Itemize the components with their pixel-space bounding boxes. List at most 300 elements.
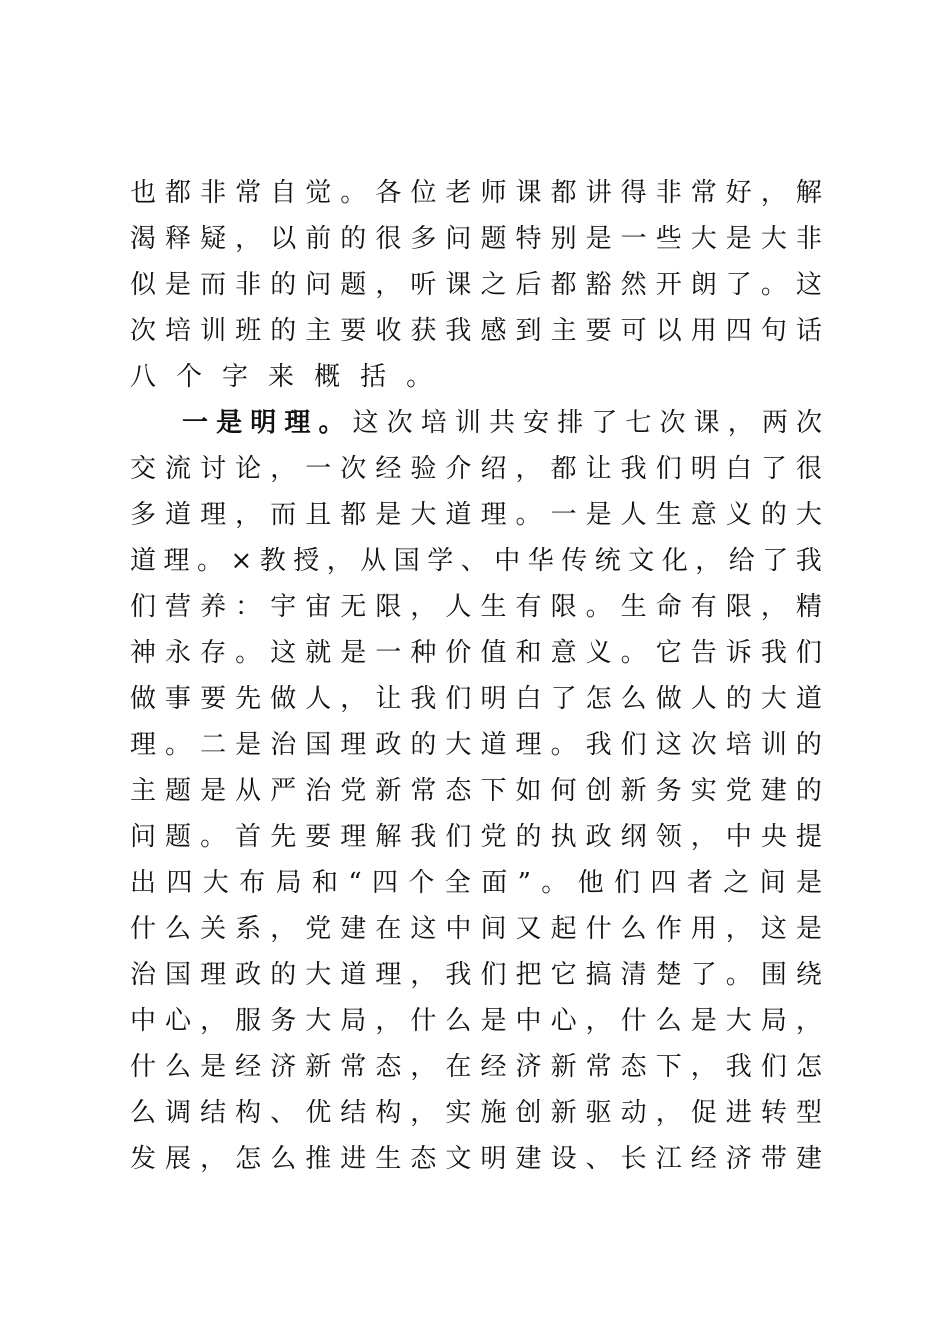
text-char: 题 <box>340 270 367 300</box>
text-char: 白 <box>515 684 542 714</box>
text-char: 。 <box>541 868 568 898</box>
text-char: 传 <box>561 546 588 576</box>
text-char: 们 <box>130 592 157 622</box>
text-char: 宇 <box>270 592 297 622</box>
text-char: 老 <box>445 178 472 208</box>
text-char: 常 <box>235 178 262 208</box>
text-char: 全 <box>444 868 471 898</box>
text-char: 常 <box>410 776 437 806</box>
text-char: 中 <box>515 1006 542 1036</box>
text-char: 大 <box>690 224 717 254</box>
text-char: 字 <box>222 362 249 392</box>
text-char: 党 <box>340 776 367 806</box>
text-char: 的 <box>725 684 752 714</box>
text-char: ， <box>655 1098 682 1128</box>
text-char: 课 <box>693 408 720 438</box>
text-char: ” <box>517 868 531 898</box>
text-char: 七 <box>625 408 652 438</box>
text-char: 以 <box>655 316 682 346</box>
text-char: 神 <box>130 638 157 668</box>
text-char: 治 <box>130 960 157 990</box>
text-char: 豁 <box>585 270 612 300</box>
text-char: 一 <box>375 638 402 668</box>
text-char: 创 <box>585 776 612 806</box>
text-char: 都 <box>550 270 577 300</box>
text-char: 价 <box>445 638 472 668</box>
text-char: 意 <box>550 638 577 668</box>
text-char: ， <box>760 592 787 622</box>
text-char: 训 <box>760 730 787 760</box>
text-char: 它 <box>655 638 682 668</box>
text-char: 们 <box>795 638 822 668</box>
text-char: 政 <box>235 960 262 990</box>
text-char: ， <box>235 500 262 530</box>
text-char: 常 <box>340 1052 367 1082</box>
text-char: 济 <box>270 1052 297 1082</box>
text-char: 四 <box>372 868 399 898</box>
text-char: 中 <box>130 1006 157 1036</box>
text-char: 经 <box>480 1052 507 1082</box>
text-char: 安 <box>523 408 550 438</box>
text-char: 都 <box>165 178 192 208</box>
text-char: 驱 <box>585 1098 612 1128</box>
text-char: 我 <box>585 730 612 760</box>
text-char: 大 <box>795 500 822 530</box>
text-char: 课 <box>515 178 542 208</box>
text-char: 理 <box>480 500 507 530</box>
text-char: 意 <box>690 500 717 530</box>
text-char: ， <box>375 1006 402 1036</box>
text-char: 首 <box>235 822 262 852</box>
text-char: 中 <box>445 914 472 944</box>
text-char: 诉 <box>725 638 752 668</box>
text-char: 结 <box>200 1098 227 1128</box>
text-char: 面 <box>481 868 508 898</box>
text-char: ， <box>200 1144 227 1174</box>
text-char: 绕 <box>795 960 822 990</box>
text-char: 四 <box>166 868 193 898</box>
text-char: 理 <box>163 546 190 576</box>
text-char: 们 <box>445 684 472 714</box>
text-char: 授 <box>293 546 320 576</box>
text-char: 统 <box>594 546 621 576</box>
text-char: 了 <box>591 408 618 438</box>
text-char: 型 <box>795 1098 822 1128</box>
text-char: 理 <box>284 408 311 438</box>
text-char: 。 <box>165 730 192 760</box>
text-char: 非 <box>200 178 227 208</box>
text-char: 新 <box>305 1052 332 1082</box>
text-char: 了 <box>550 684 577 714</box>
text-char: 道 <box>795 684 822 714</box>
text-char: 我 <box>410 684 437 714</box>
text-char: 在 <box>445 1052 472 1082</box>
text-char: 道 <box>340 960 367 990</box>
text-char: 什 <box>130 1052 157 1082</box>
text-char: 、 <box>585 1144 612 1174</box>
text-char: 这 <box>270 638 297 668</box>
text-char: 出 <box>130 868 157 898</box>
text-char: 前 <box>305 224 332 254</box>
text-char: 。 <box>760 270 787 300</box>
text-char: 实 <box>445 1098 472 1128</box>
text-char: 解 <box>795 178 822 208</box>
text-char: 然 <box>620 270 647 300</box>
text-char: 。 <box>340 178 367 208</box>
text-char: 班 <box>235 316 262 346</box>
text-char: 是 <box>585 224 612 254</box>
text-char: 大 <box>445 730 472 760</box>
text-char: 四 <box>650 868 677 898</box>
text-char: 么 <box>270 1144 297 1174</box>
text-char: 的 <box>270 270 297 300</box>
text-char: 建 <box>795 1144 822 1174</box>
text-char: 什 <box>130 914 157 944</box>
text-char: 非 <box>655 178 682 208</box>
text-char: 个 <box>176 362 203 392</box>
text-char: 次 <box>795 408 822 438</box>
text-char: 道 <box>130 546 157 576</box>
text-char: 么 <box>165 914 192 944</box>
text-char: 心 <box>550 1006 577 1036</box>
text-char: 之 <box>723 868 750 898</box>
text-char: 讲 <box>585 178 612 208</box>
text-char: 。 <box>585 592 612 622</box>
text-char: 进 <box>340 1144 367 1174</box>
text-char: 师 <box>480 178 507 208</box>
text-char: 大 <box>760 224 787 254</box>
text-char: 优 <box>305 1098 332 1128</box>
text-char: 大 <box>410 500 437 530</box>
text-char: 交 <box>130 454 157 484</box>
text-line <box>130 814 822 860</box>
text-char: 义 <box>725 500 752 530</box>
text-char: 做 <box>655 684 682 714</box>
text-char: 是 <box>795 914 822 944</box>
text-char: 告 <box>690 638 717 668</box>
text-char: 么 <box>445 1006 472 1036</box>
text-char: 我 <box>795 546 822 576</box>
text-char: 服 <box>235 1006 262 1036</box>
text-char: 限 <box>375 592 402 622</box>
text-char: 培 <box>420 408 447 438</box>
text-char: 别 <box>550 224 577 254</box>
text-char: 二 <box>200 730 227 760</box>
text-char: 关 <box>200 914 227 944</box>
text-char: ， <box>410 592 437 622</box>
text-char: 做 <box>130 684 157 714</box>
text-char: 是 <box>690 1006 717 1036</box>
text-line <box>130 860 822 906</box>
text-char: 非 <box>235 270 262 300</box>
text-char: 到 <box>515 316 542 346</box>
text-char: 问 <box>305 270 332 300</box>
text-char: 教 <box>259 546 286 576</box>
text-char: 我 <box>445 960 472 990</box>
text-char: 理 <box>375 960 402 990</box>
text-char: 八 <box>130 362 157 392</box>
text-char: 次 <box>659 408 686 438</box>
text-char: 搞 <box>585 960 612 990</box>
text-char: 何 <box>550 776 577 806</box>
text-char: 的 <box>410 730 437 760</box>
text-line <box>130 768 822 814</box>
text-char: 这 <box>795 270 822 300</box>
text-char: 以 <box>270 224 297 254</box>
text-char: ， <box>270 914 297 944</box>
text-char: 大 <box>760 684 787 714</box>
text-char: 理 <box>340 822 367 852</box>
text-char: 绍 <box>480 454 507 484</box>
text-char: 做 <box>270 684 297 714</box>
paragraph-1 <box>130 170 822 400</box>
text-char: 论 <box>235 454 262 484</box>
text-char: 先 <box>270 822 297 852</box>
text-char: 是 <box>375 500 402 530</box>
text-char: 我 <box>620 454 647 484</box>
text-char: 国 <box>165 960 192 990</box>
text-char: 清 <box>620 960 647 990</box>
text-char: 共 <box>488 408 515 438</box>
text-char: 是 <box>480 1006 507 1036</box>
text-char: 是 <box>200 1052 227 1082</box>
text-char: ， <box>270 454 297 484</box>
text-char: 我 <box>445 316 472 346</box>
text-char: 。 <box>200 822 227 852</box>
text-line <box>130 998 822 1044</box>
text-char: 。 <box>620 638 647 668</box>
text-char: 都 <box>550 454 577 484</box>
text-char: 执 <box>550 822 577 852</box>
text-char: 一 <box>182 408 209 438</box>
text-char: 明 <box>480 684 507 714</box>
text-char: 么 <box>130 1098 157 1128</box>
text-char: 生 <box>480 592 507 622</box>
text-char: 构 <box>375 1098 402 1128</box>
text-char: 建 <box>760 776 787 806</box>
text-char: 讨 <box>200 454 227 484</box>
text-char: 新 <box>375 776 402 806</box>
text-char: 培 <box>165 316 192 346</box>
text-char: 创 <box>515 1098 542 1128</box>
text-char: ， <box>340 684 367 714</box>
text-char: ： <box>235 592 262 622</box>
text-char: 题 <box>165 822 192 852</box>
text-char: 释 <box>165 224 192 254</box>
text-char: 常 <box>690 178 717 208</box>
text-char: 常 <box>585 1052 612 1082</box>
text-char: 要 <box>305 822 332 852</box>
text-char: 要 <box>585 316 612 346</box>
text-char: 实 <box>690 776 717 806</box>
text-line <box>130 630 822 676</box>
text-char: 施 <box>480 1098 507 1128</box>
text-char: 了 <box>725 270 752 300</box>
text-char: 来 <box>268 362 295 392</box>
text-char: 的 <box>270 960 297 990</box>
text-char: 文 <box>628 546 655 576</box>
text-char: 很 <box>795 454 822 484</box>
text-char: ， <box>760 178 787 208</box>
text-char: 这 <box>352 408 379 438</box>
text-char: “ <box>348 868 362 898</box>
text-char: 两 <box>761 408 788 438</box>
text-char: 多 <box>130 500 157 530</box>
text-char: 训 <box>454 408 481 438</box>
text-char: 次 <box>386 408 413 438</box>
text-char: 经 <box>235 1052 262 1082</box>
text-char: 文 <box>445 1144 472 1174</box>
text-char: 治 <box>270 730 297 760</box>
text-char: 间 <box>480 914 507 944</box>
text-char: 人 <box>620 500 647 530</box>
text-char: 江 <box>655 1144 682 1174</box>
text-char: 无 <box>340 592 367 622</box>
text-char: 和 <box>515 638 542 668</box>
text-char: 从 <box>235 776 262 806</box>
text-line <box>130 906 822 952</box>
text-char: 位 <box>410 178 437 208</box>
text-char: 什 <box>585 914 612 944</box>
text-char: 一 <box>305 454 332 484</box>
text-char: 党 <box>725 776 752 806</box>
text-line <box>130 722 822 768</box>
text-char: 人 <box>690 684 717 714</box>
text-char: 验 <box>410 454 437 484</box>
text-char: 下 <box>480 776 507 806</box>
text-char: 把 <box>515 960 542 990</box>
text-char: 让 <box>585 454 612 484</box>
text-char: 展 <box>165 1144 192 1174</box>
text-char: 而 <box>200 270 227 300</box>
text-char: 建 <box>340 914 367 944</box>
text-char: 精 <box>795 592 822 622</box>
text-char: 很 <box>375 224 402 254</box>
text-char: ， <box>695 546 722 576</box>
text-char: 作 <box>655 914 682 944</box>
text-char: 起 <box>550 914 577 944</box>
text-char: 人 <box>305 684 332 714</box>
text-line <box>130 446 822 492</box>
text-char: 明 <box>250 408 277 438</box>
text-char: 是 <box>585 500 612 530</box>
text-char: 动 <box>620 1098 647 1128</box>
text-char: 课 <box>445 270 472 300</box>
text-char: 排 <box>557 408 584 438</box>
text-char: 大 <box>202 868 229 898</box>
text-char: 的 <box>340 224 367 254</box>
text-char: 要 <box>200 684 227 714</box>
text-char: ， <box>515 454 542 484</box>
text-char: 了 <box>690 960 717 990</box>
text-char: 是 <box>165 270 192 300</box>
text-char: 有 <box>515 592 542 622</box>
text-char: 得 <box>620 178 647 208</box>
text-char: 培 <box>725 730 752 760</box>
text-char: 题 <box>165 776 192 806</box>
text-char: 系 <box>235 914 262 944</box>
text-char: 听 <box>410 270 437 300</box>
text-char: 的 <box>795 776 822 806</box>
text-char: 带 <box>760 1144 787 1174</box>
text-char: 纲 <box>620 822 647 852</box>
text-char: 理 <box>515 730 542 760</box>
text-char: 。 <box>725 960 752 990</box>
text-char: 在 <box>375 914 402 944</box>
text-char: 党 <box>305 914 332 944</box>
text-char: 问 <box>130 822 157 852</box>
text-char: 、 <box>460 546 487 576</box>
text-char: 道 <box>165 500 192 530</box>
text-line <box>130 1044 822 1090</box>
text-char: 次 <box>130 316 157 346</box>
text-char: 也 <box>130 178 157 208</box>
text-char: ， <box>727 408 754 438</box>
text-char: 些 <box>655 224 682 254</box>
text-char: ， <box>410 960 437 990</box>
text-char: 么 <box>620 914 647 944</box>
text-char: 用 <box>690 914 717 944</box>
text-char: 是 <box>725 224 752 254</box>
text-char: 之 <box>480 270 507 300</box>
text-char: 这 <box>760 914 787 944</box>
text-char: 华 <box>527 546 554 576</box>
text-char: 人 <box>445 592 472 622</box>
text-char: 个 <box>408 868 435 898</box>
text-char: 且 <box>305 500 332 530</box>
text-char: 进 <box>725 1098 752 1128</box>
text-char: 。 <box>197 546 224 576</box>
text-char: 就 <box>305 638 332 668</box>
text-char: 义 <box>585 638 612 668</box>
text-char: 都 <box>550 178 577 208</box>
text-char: 们 <box>445 822 472 852</box>
text-char: 间 <box>759 868 786 898</box>
text-char: 事 <box>165 684 192 714</box>
text-char: 而 <box>270 500 297 530</box>
text-char: 领 <box>655 822 682 852</box>
text-char: 命 <box>655 592 682 622</box>
text-char: 他 <box>577 868 604 898</box>
text-char: 新 <box>550 1098 577 1128</box>
text-char: 什 <box>410 1006 437 1036</box>
text-line <box>130 952 822 998</box>
text-char: 党 <box>480 822 507 852</box>
text-char: 生 <box>655 500 682 530</box>
text-char: 者 <box>686 868 713 898</box>
text-char: 们 <box>614 868 641 898</box>
text-char: 先 <box>235 684 262 714</box>
paragraph-2 <box>130 400 822 1182</box>
text-char: 构 <box>235 1098 262 1128</box>
text-char: 们 <box>620 730 647 760</box>
text-char: 好 <box>725 178 752 208</box>
text-char: 值 <box>480 638 507 668</box>
text-char: 限 <box>550 592 577 622</box>
text-char: 从 <box>360 546 387 576</box>
text-char: 务 <box>270 1006 297 1036</box>
text-line <box>130 354 822 400</box>
text-char: 养 <box>200 592 227 622</box>
text-char: 的 <box>795 730 822 760</box>
text-char: 训 <box>200 316 227 346</box>
text-char: 结 <box>340 1098 367 1128</box>
text-char: 们 <box>480 960 507 990</box>
text-char: ， <box>200 1006 227 1036</box>
text-char: 济 <box>515 1052 542 1082</box>
text-line <box>130 170 822 216</box>
text-char: 局 <box>340 1006 367 1036</box>
